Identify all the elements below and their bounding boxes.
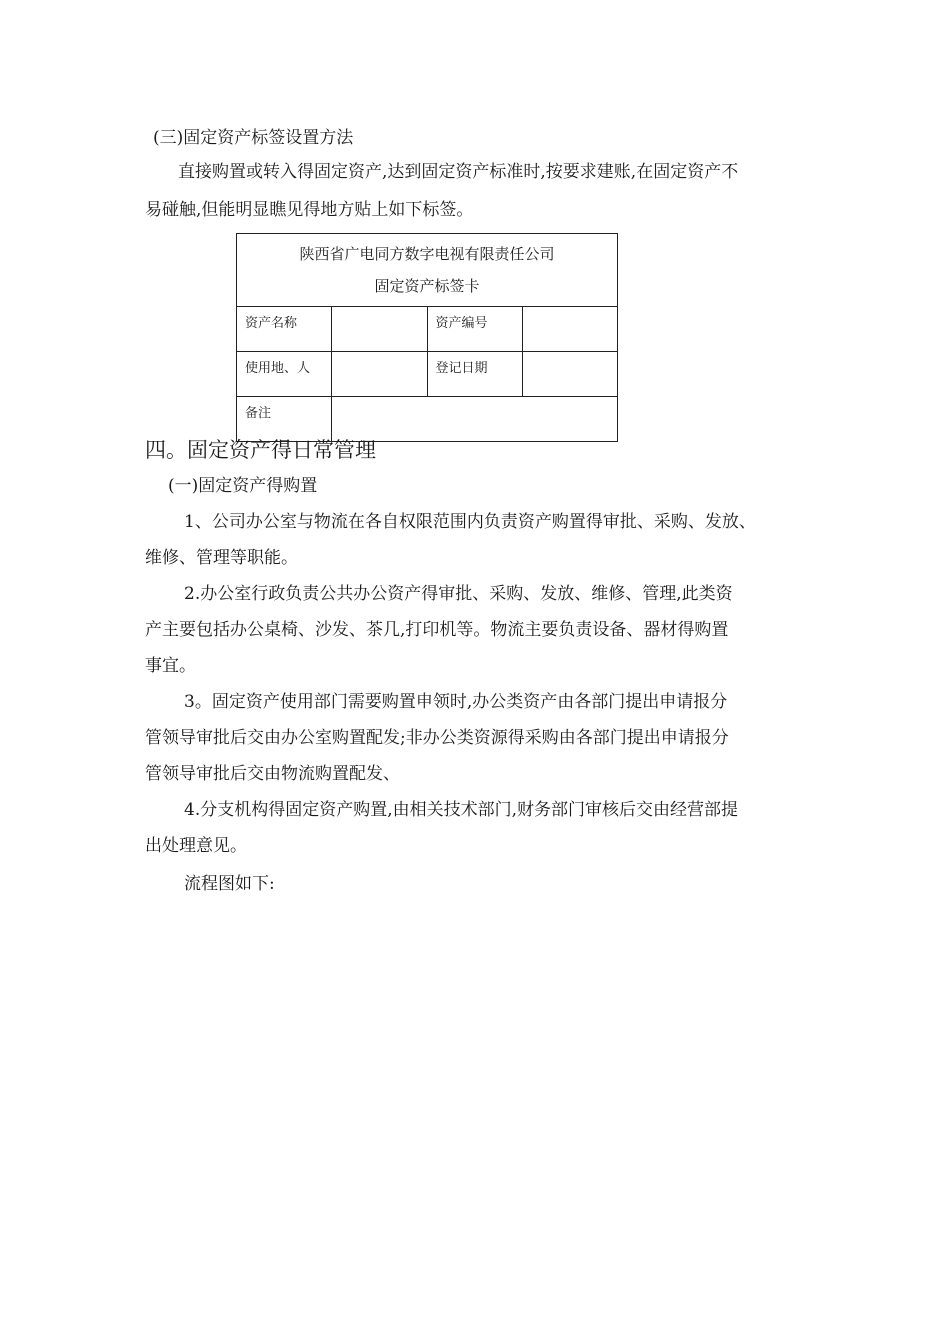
label-card-header [237,234,618,307]
paragraph-line: 产主要包括办公桌椅、沙发、茶几,打印机等。物流主要负责设备、器材得购置 [145,620,729,640]
paragraph-line: 3。固定资产使用部门需要购置申领时,办公类资产由各部门提出申请报分 [184,692,728,712]
paragraph-line: 维修、管理等职能。 [145,548,298,568]
card-title: 固定资产标签卡 [374,277,480,295]
remarks-label: 备注 [237,397,332,442]
paragraph-line: 事宜。 [145,656,196,676]
subsection-heading-purchase: (一)固定资产得购置 [168,476,318,496]
section-heading-label-method: (三)固定资产标签设置方法 [153,128,354,148]
asset-number-label: 资产编号 [427,307,522,352]
asset-label-card [236,233,618,442]
section-heading-daily-management: 四。固定资产得日常管理 [145,438,376,462]
asset-number-value [522,307,617,352]
paragraph-line: 出处理意见。 [145,836,247,856]
paragraph-line: 管领导审批后交由物流购置配发、 [145,764,400,784]
remarks-value [332,397,618,442]
flowchart-intro: 流程图如下: [184,874,275,894]
user-location-label: 使用地、人 [237,352,332,397]
paragraph-line: 管领导审批后交由办公室购置配发;非办公类资源得采购由各部门提出申请报分 [145,728,729,748]
register-date-label: 登记日期 [427,352,522,397]
company-name: 陕西省广电同方数字电视有限责任公司 [299,245,555,263]
user-location-value [332,352,427,397]
paragraph-line: 易碰触,但能明显瞧见得地方贴上如下标签。 [145,200,474,220]
asset-name-label: 资产名称 [237,307,332,352]
register-date-value [522,352,617,397]
paragraph-line: 直接购置或转入得固定资产,达到固定资产标准时,按要求建账,在固定资产不 [178,162,739,182]
paragraph-line: 4.分支机构得固定资产购置,由相关技术部门,财务部门审核后交由经营部提 [184,800,739,820]
asset-name-value [332,307,427,352]
paragraph-line: 1、公司办公室与物流在各自权限范围内负责资产购置得审批、采购、发放、 [184,512,756,532]
paragraph-line: 2.办公室行政负责公共办公资产得审批、采购、发放、维修、管理,此类资 [184,584,733,604]
